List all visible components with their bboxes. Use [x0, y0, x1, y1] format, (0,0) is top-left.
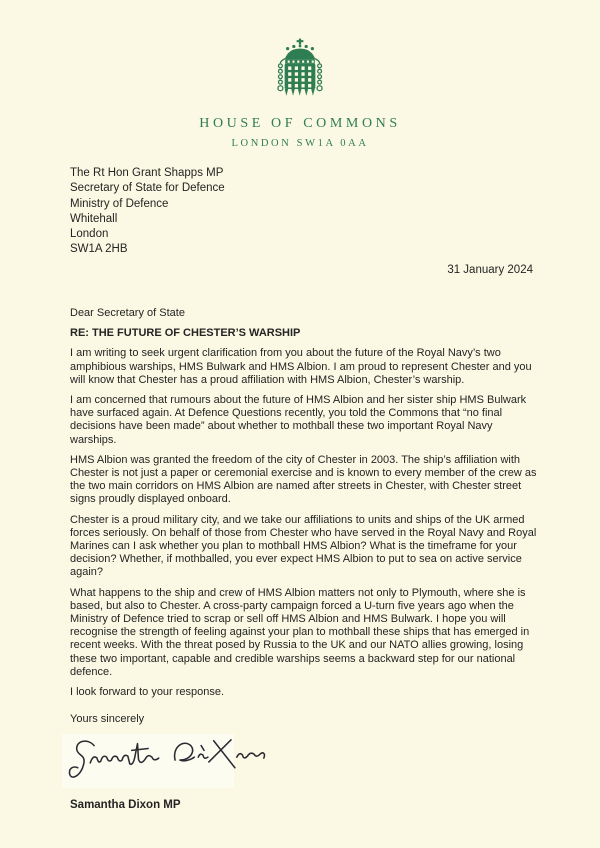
body-paragraph: What happens to the ship and crew of HMS Albion matters not only to Plymouth, where she is based, but also to Chester. A cross-party campaign forced a U-turn five years ago when the Ministry of Defence tried to scrap or sell off HMS Albion and HMS Bulwark. I hope you will recognise the strength of feeling against your plan to mothball these ships that has emerged in recent weeks. With the threat posed by Russia to the UK and our NATO allies growing, losing these two important, capable and credible warships seems a backward step for our national defence.	[70, 586, 530, 678]
recipient-line: Whitehall	[70, 212, 118, 225]
body-paragraph: Chester is a proud military city, and we take our affiliations to units and ships of the UK armed forces seriously. On behalf of those from Chester who have served in the Royal Navy and Royal Marines can I ask whether you plan to mothball HMS Albion? What is the timeframe for your decision? Whether, if mothballed, you ever expect HMS Albion to put to sea on active service again?	[70, 513, 537, 579]
recipient-line: Secretary of State for Defence	[70, 182, 225, 195]
salutation: Dear Secretary of State	[70, 307, 185, 319]
letter-body	[70, 300, 538, 813]
letterhead	[0, 38, 600, 149]
letter-date: 31 January 2024	[447, 264, 533, 276]
recipient-line: The Rt Hon Grant Shapps MP	[70, 167, 224, 179]
body-paragraph: I am writing to seek urgent clarification from you about the future of the Royal Navy’s two amphibious warships, HMS Bulwark and HMS Albion. I am proud to represent Chester and you will know that Chester has a proud affiliation with HMS Albion, Chester’s warship.	[70, 347, 532, 386]
valediction: Yours sincerely	[70, 713, 145, 726]
recipient-line: Ministry of Defence	[70, 197, 169, 210]
recipient-line: SW1A 2HB	[70, 243, 128, 256]
body-paragraph: I am concerned that rumours about the future of HMS Albion and her sister ship HMS Bulwark have surfaced again. At Defence Questions recently, you told the Commons that “no final decisions have been made” about whether to mothball these two important Royal Navy warships.	[70, 394, 527, 446]
letterhead-title: HOUSE OF COMMONS	[199, 116, 401, 131]
signed-name: Samantha Dixon MP	[70, 799, 181, 812]
signature-image	[62, 734, 234, 788]
recipient-line: London	[70, 228, 109, 241]
closing-line: I look forward to your response.	[70, 686, 225, 699]
crowned-portcullis-icon	[276, 38, 324, 105]
letterhead-address: LONDON SW1A 0AA	[231, 138, 369, 149]
body-paragraph: HMS Albion was granted the freedom of the city of Chester in 2003. The ship’s affiliation with Chester is not just a paper or ceremonial exercise and is known to every member of the crew as the two main corridors on HMS Albion are named after streets in Chester, with Chester street signs proudly displayed onboard.	[70, 453, 537, 506]
subject-line: RE: THE FUTURE OF CHESTER’S WARSHIP	[70, 327, 301, 340]
recipient-address	[70, 166, 225, 258]
